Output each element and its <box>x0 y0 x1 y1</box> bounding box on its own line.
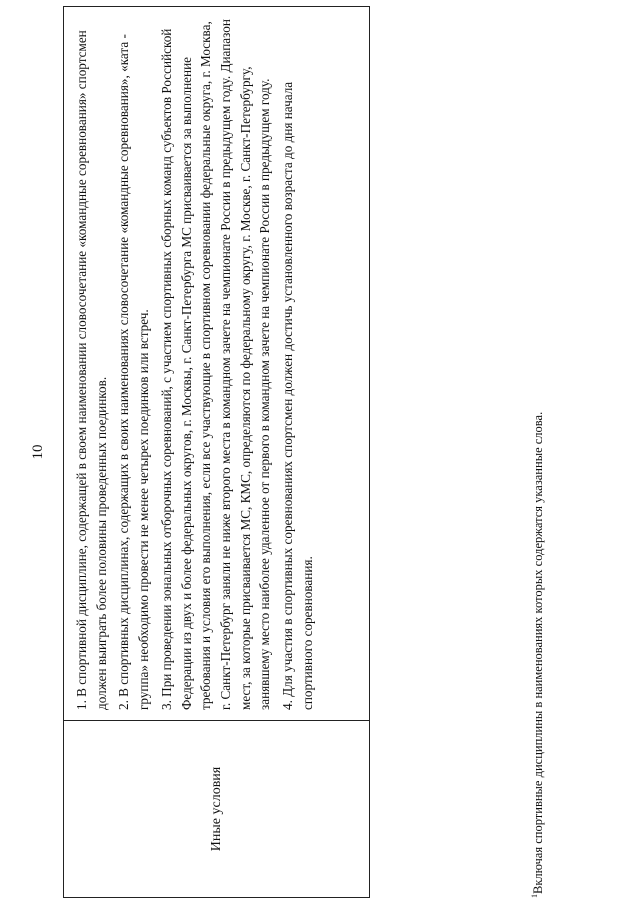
condition-item-3: 3. При проведении зональных отборочных соревнований, с участием спортивных сборных команд субъектов Российской Федерации из двух и более федеральных округов, г. Москвы, г. Санкт-Петербурга МС присваивается за выполнение требования и условия его выполнения, если все участвующие в спортивном соревновании федеральные округа, г. Москва, г. Санкт-Петербург заняли не ниже второго места в командном зачете на чемпионате России в предыдущем году. Диапазон мест, за которые присваивается МС, КМС, определяются по федеральному округу, г. Москве, г. Санкт-Петербургу, занявшему место наиболее удаленное от первого в командном зачете на чемпионате России в предыдущем году. <box>158 19 273 710</box>
footnote-text: Включая спортивные дисциплины в наименованиях которых содержатся указанные слова. <box>531 411 546 894</box>
row-label-cell <box>64 720 369 897</box>
condition-item-2: 2. В спортивных дисциплинах, содержащих в своих наименованиях словосочетание «командные соревнования», «ката - группа» необходимо провести не менее четырех поединков или встреч. <box>116 34 152 710</box>
conditions-cell <box>64 7 369 720</box>
footnote <box>530 8 546 898</box>
row-label: Иные условия <box>208 766 224 852</box>
condition-item-1: 1. В спортивной дисциплине, содержащей в своем наименовании словосочетание «командные соревнования» спортсмен должен выиграть более половины проведенных поединков. <box>74 30 109 710</box>
page-number: 10 <box>30 444 46 460</box>
condition-item-4: 4. Для участия в спортивных соревнованиях спортсмен должен достичь установленного возраста до дня начала спортивного соревнования. <box>280 81 315 710</box>
conditions-table <box>63 6 370 898</box>
footnote-marker: 1 <box>530 894 539 898</box>
